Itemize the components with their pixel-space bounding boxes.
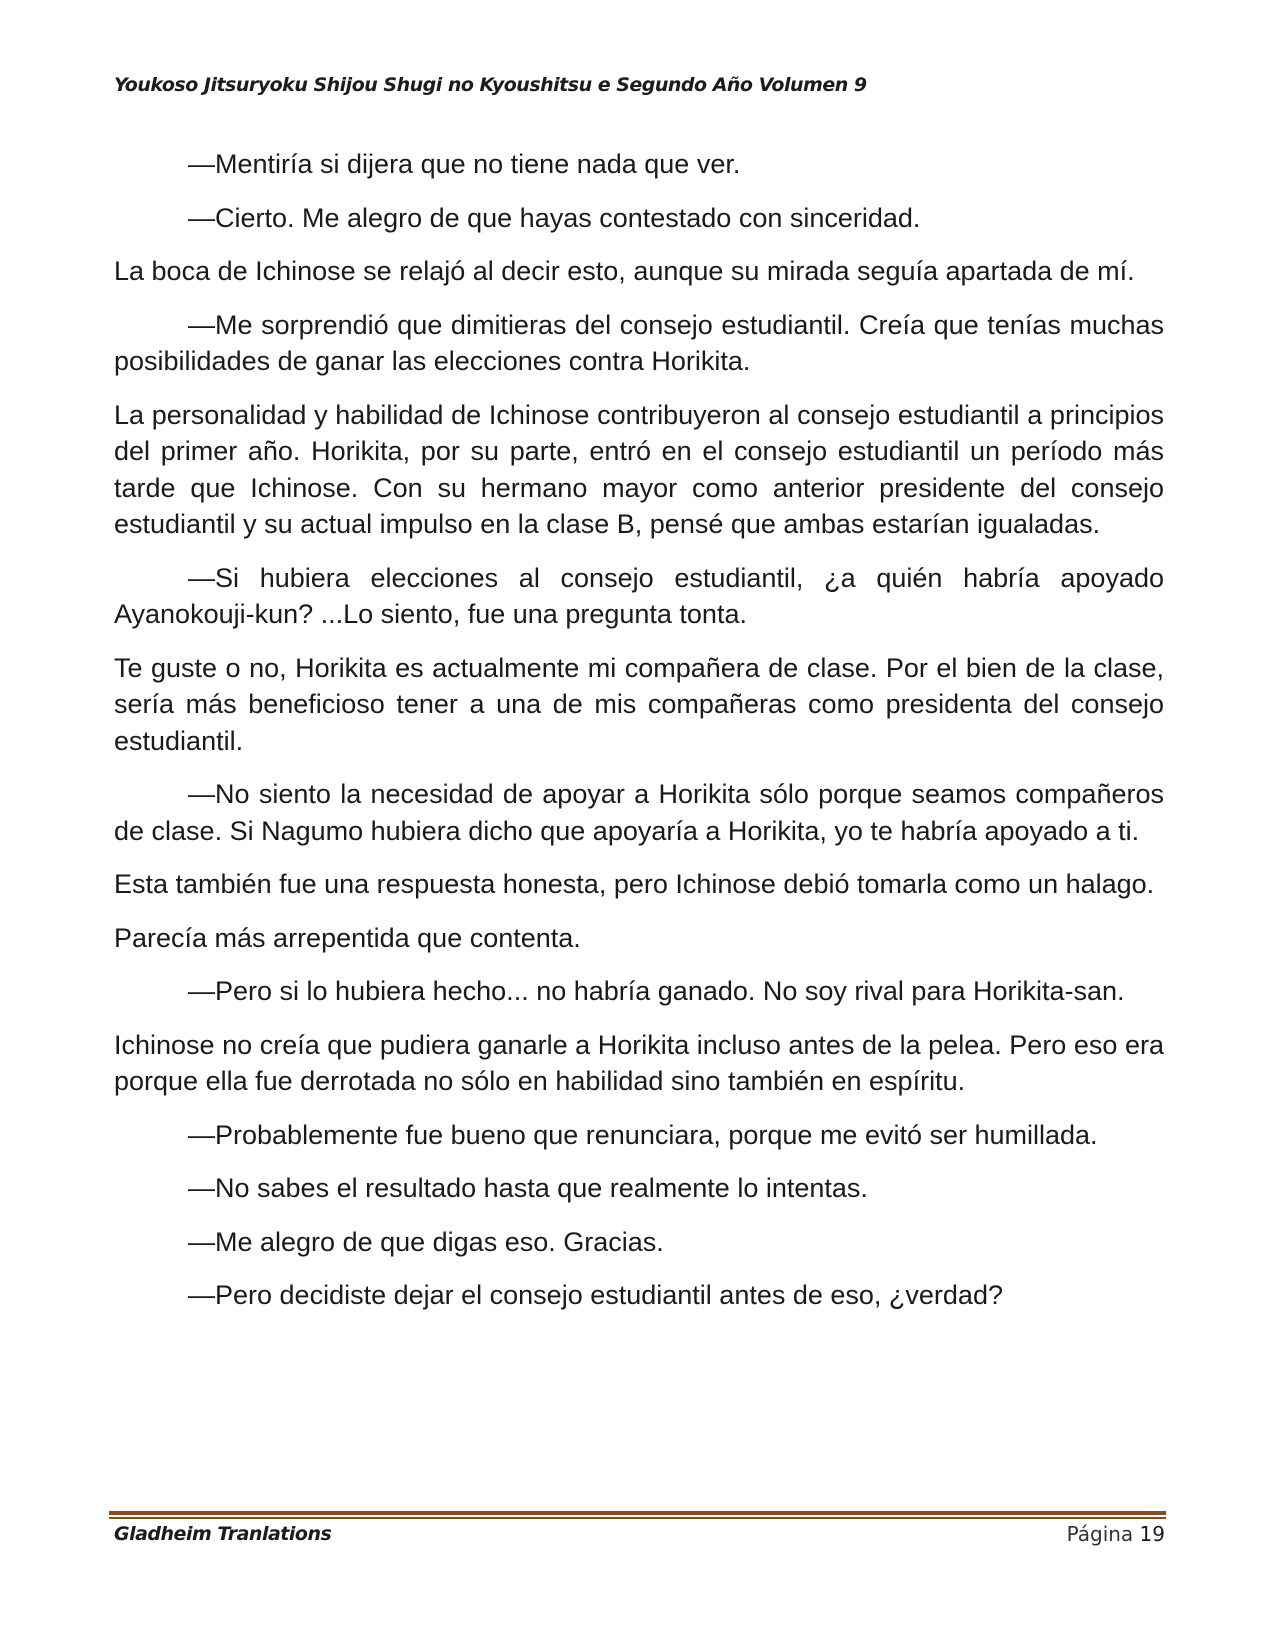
paragraph: —Mentiría si dijera que no tiene nada que ver. [188, 149, 741, 179]
paragraph: La boca de Ichinose se relajó al decir esto, aunque su mirada seguía apartada de mí. [114, 256, 1135, 286]
paragraph: —Me sorprendió que dimitieras del consejo estudiantil. Creía que tenías muchas posibilidades de ganar las elecciones contra Horikita. [114, 309, 1164, 376]
page-body [114, 146, 1164, 1331]
paragraph: —Probablemente fue bueno que renunciara, porque me evitó ser humillada. [188, 1119, 1098, 1150]
paragraph: —Cierto. Me alegro de que hayas contestado con sinceridad. [188, 202, 921, 233]
paragraph: —Pero decidiste dejar el consejo estudiantil antes de eso, ¿verdad? [188, 1280, 1003, 1310]
paragraph: —Pero si lo hubiera hecho... no habría ganado. No soy rival para Horikita-san. [188, 976, 1125, 1006]
footer-divider [109, 1511, 1166, 1519]
running-header: Youkoso Jitsuryoku Shijou Shugi no Kyoushitsu e Segundo Año Volumen 9 [114, 74, 867, 96]
page-number-value: 19 [1139, 1522, 1165, 1546]
page-number [1067, 1522, 1165, 1546]
paragraph: La personalidad y habilidad de Ichinose contribuyeron al consejo estudiantil a principios del primer año. Horikita, por su parte, entró en el consejo estudiantil un período más tarde que Ichinose. Con su hermano mayor como anterior presidente del consejo estudiantil y su actual impulso en la clase B, pensé que ambas estarían igualadas. [114, 399, 1164, 539]
footer-divider-thin [109, 1517, 1166, 1519]
paragraph: Ichinose no creía que pudiera ganarle a Horikita incluso antes de la pelea. Pero eso era porque ella fue derrotada no sólo en habilidad sino también en espíritu. [114, 1029, 1164, 1096]
paragraph: —No siento la necesidad de apoyar a Horikita sólo porque seamos compañeros de clase. Si Nagumo hubiera dicho que apoyaría a Horikita, yo te habría apoyado a ti. [114, 779, 1164, 846]
paragraph: —No sabes el resultado hasta que realmente lo intentas. [188, 1173, 868, 1203]
paragraph: Te guste o no, Horikita es actualmente mi compañera de clase. Por el bien de la clase, sería más beneficioso tener a una de mis compañeras como presidenta del consejo estudiantil. [114, 652, 1164, 756]
paragraph: —Me alegro de que digas eso. Gracias. [188, 1226, 664, 1257]
paragraph: Parecía más arrepentida que contenta. [114, 922, 581, 953]
footer-credit: Gladheim Tranlations [114, 1523, 332, 1545]
page-label: Página [1066, 1522, 1134, 1546]
paragraph: Esta también fue una respuesta honesta, pero Ichinose debió tomarla como un halago. [114, 869, 1155, 899]
paragraph: —Si hubiera elecciones al consejo estudiantil, ¿a quién habría apoyado Ayanokouji-kun? ...Lo siento, fue una pregunta tonta. [114, 562, 1164, 629]
